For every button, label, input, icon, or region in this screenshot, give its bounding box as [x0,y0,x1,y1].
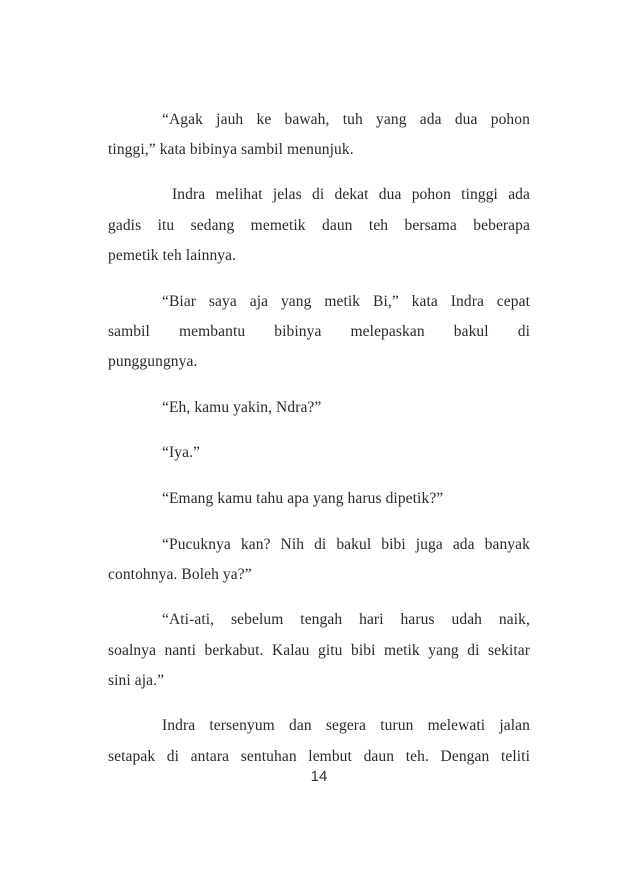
paragraph-2-line-2: gadis itu sedang memetik daun teh bersama beberapa [108,217,530,234]
paragraph-1-line-1: “Agak jauh ke bawah, tuh yang ada dua pohon [162,111,530,128]
paragraph-1-line-2: tinggi,” kata bibinya sambil menunjuk. [108,141,354,158]
paragraph-2-line-1: Indra melihat jelas di dekat dua pohon tinggi ada [172,186,530,203]
paragraph-8-line-2: soalnya nanti berkabut. Kalau gitu bibi metik yang di sekitar [108,642,530,659]
paragraph-3-line-2: sambil membantu bibinya melepaskan bakul di [108,323,530,340]
paragraph-9-line-2: setapak di antara sentuhan lembut daun teh. Dengan teliti [108,748,530,765]
paragraph-8-line-3: sini aja.” [108,672,165,689]
paragraph-8-line-1: “Ati-ati, sebelum tengah hari harus udah naik, [162,611,530,628]
paragraph-6-line-1: “Emang kamu tahu apa yang harus dipetik?” [162,490,444,507]
paragraph-9-line-1: Indra tersenyum dan segera turun melewati jalan [162,717,530,734]
paragraph-2-line-3: pemetik teh lainnya. [108,247,237,264]
page-number: 14 [310,768,328,785]
paragraph-3-line-3: punggungnya. [108,353,198,370]
paragraph-5-line-1: “Iya.” [162,444,201,461]
paragraph-7-line-2: contohnya. Boleh ya?” [108,566,252,583]
paragraph-7-line-1: “Pucuknya kan? Nih di bakul bibi juga ada banyak [162,536,530,553]
paragraph-4-line-1: “Eh, kamu yakin, Ndra?” [162,399,322,416]
paragraph-3-line-1: “Biar saya aja yang metik Bi,” kata Indra cepat [162,293,530,310]
